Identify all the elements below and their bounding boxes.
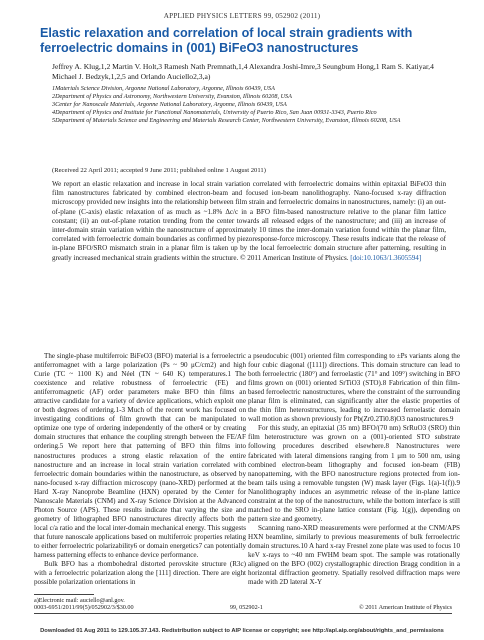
body-paragraph: The single-phase multiferroic BiFeO3 (BFO) material is a ferroelectric antiferromagnet with a large polarization (Ps ~ 90 μC/cm2) and high Curie (TC ~ 1100 K) and Néel (TN ~ 640 K) temperatures.1 The coexistence and relative robustness of ferroelectric (FE) and antiferromagnetic (AF) order parameters make BFO thin films an attractive candidate for a variety of device applications, which exploit one or both degrees of ordering.1-3 Much of the recent work has focused on investigating conditions of film growth that can be manipulated to optimize one type of ordering independently of the other4 or by creating domain structures that enhance the coupling strength between the FE/AF ordering.5 We report here that patterning of BFO thin films into nanostructures produces a strong elastic relaxation of the entire nanostructure and an increase in local strain variation correlated with ferroelectric domain boundaries within the nanostructure, as observed by nano-focused x-ray diffraction microscopy (nano-XRD) performed at the Hard X-ray Nanoprobe Beamline (HXN) operated by the Center for Nanoscale Materials (CNM) and X-ray Science Division at the Advanced Photon Source (APS). These results indicate that varying the size and geometry of lithographed BFO nanostructures directly affects both the local c/a ratio and the local inter-domain mechanical energy. This suggests that future nanoscale applications based on multiferroic properties relating to either ferroelectric polarizability6 or domain energetics7 can potentially harness patterning effects to enhance device performance. bbox=[34, 352, 246, 560]
body-paragraph: Scanning nano-XRD measurements were performed at the CNM/APS HXN beamline, similarly to previous measurements of bulk ferroelectric domain structures.10 A hard x-ray Fresnel zone plate was used to focus 10 keV x-rays to ~40 nm FWHM beam spot. The sample was rotationally aligned on the BFO (002) crystallographic direction Bragg condition in a horizontal diffraction geometry. Spatially resolved diffraction maps were made with 2D lateral X-Y bbox=[248, 523, 460, 587]
footer-page-number: 99, 052902-1 bbox=[229, 604, 263, 611]
body-paragraph: a pseudocubic (001) oriented film corresponding to ±Ps variants along the four cubic diagonal ([111]) directions. This domain structure can lead to both ferroelectric (180°) and ferroelastic (71° and 109°) switching in BFO films grown on (001) oriented SrTiO3 (STO).8 Fabrication of thin film-based ferroelectric nanostructures, where the constraint of the surrounding planar film is eliminated, can significantly alter the elastic properties of the thin film heterostructures, leading to increased ferroelastic domain wall motion as shown previously for Pb(Zr0.2Ti0.8)O3 nanostructures.9 bbox=[248, 352, 460, 424]
affiliation-5: 5Department of Materials Science and Engineering and Materials Research Center, Northwestern University, Evanston, Illinois 60208, USA bbox=[52, 116, 401, 124]
footer-divider bbox=[34, 613, 452, 614]
page-footer bbox=[34, 604, 452, 611]
abstract-text: We report an elastic relaxation and increase in local strain variation correlated with ferroelectric domains within epitaxial BiFeO3 thin film nanostructures fabricated by combined electron-beam and focused ion-beam nanolithography. Nano-focused x-ray diffraction microscopy provided new insights into the relationship between film strain and ferroelectric domains in nanostructures, namely: (i) an out-of-plane (C-axis) elastic relaxation of as much as ~1.8% Δc/c in a BFO film-based nanostructure relative to the planar film lattice constant; (ii) an out-of-plane rotation trending from the center towards all released edges of the nanostructure; and (iii) an increase of inter-domain strain variation within the nanostructure of approximately 10 times the inter-domain variation found within the planar film, correlated with ferroelectric domain boundaries as confirmed by piezoresponse-force microscopy. These results indicate that the release of in-plane BFO/SRO mismatch strain in a planar film is taken up by the local ferroelectric domain structure after patterning, resulting in greatly increased mechanical strain gradients within the structure. © 2011 American Institute of Physics. bbox=[52, 180, 446, 262]
paper-title: Elastic relaxation and correlation of local strain gradients with ferroelectric domains in (001) BiFeO3 nanostructures bbox=[40, 26, 413, 55]
body-column-right bbox=[248, 352, 460, 587]
body-paragraph: For this study, an epitaxial (35 nm) BFO/(70 nm) SrRuO3 (SRO) thin film heterostructure was grown on a (001)-oriented STO substrate following procedures described elsewhere.8 Nanostructures were fabricated with lateral dimensions ranging from 1 μm to 500 nm, using combined electron-beam lithography and focused ion-beam (FIB) nanopatterning, with the BFO nanostructure regions protected from ion-beam tails using a removable tungsten (W) mask layer (Figs. 1(a)-1(f)).9 Nanolithography induces an asymmetric release of the in-plane lattice constraint at the top of the nanostructure, while the bottom interface is still matched to the SRO in-plane lattice constant (Fig. 1(g)), depending on pattern size and geometry. bbox=[248, 424, 460, 523]
abstract bbox=[52, 180, 446, 263]
download-notice[interactable]: Downloaded 01 Aug 2011 to 129.105.37.143. Redistribution subject to AIP license or copyright; see http://apl.aip.org/about/rights_and_permissions bbox=[40, 628, 444, 634]
affiliations bbox=[52, 85, 452, 125]
publication-dates: (Received 22 April 2011; accepted 9 June 2011; published online 1 August 2011) bbox=[52, 167, 266, 174]
affiliation-3: 3Center for Nanoscale Materials, Argonne National Laboratory, Argonne, Illinois 60439, USA bbox=[52, 100, 287, 108]
footer-copyright: © 2011 American Institute of Physics bbox=[359, 604, 452, 611]
body-paragraph: Bulk BFO has a rhombohedral distorted perovskite structure (R3c) with a ferroelectric polarization along the [111] direction. There are eight possible polarization orientations in bbox=[34, 560, 246, 587]
body-column-left bbox=[34, 352, 246, 587]
doi-link[interactable]: [doi:10.1063/1.3605594] bbox=[350, 253, 422, 262]
footnote-email: a)Electronic mail: auciello@anl.gov. bbox=[34, 597, 125, 604]
footnote-divider bbox=[34, 594, 94, 595]
running-head: APPLIED PHYSICS LETTERS 99, 052902 (2011) bbox=[163, 12, 321, 20]
affiliation-1: 1Materials Science Division, Argonne National Laboratory, Argonne, Illinois 60439, USA bbox=[52, 85, 275, 92]
affiliation-2: 2Department of Physics and Astronomy, Northwestern University, Evanston, Illinois 60208, USA bbox=[52, 92, 292, 100]
footer-issn: 0003-6951/2011/99(5)/052902/3/$30.00 bbox=[34, 604, 134, 611]
author-list: Jeffrey A. Klug,1,2 Martin V. Holt,3 Ramesh Nath Premnath,1,4 Alexandra Joshi-Imre,3 Seungbum Hong,1 Ram S. Katiyar,4 Michael J. Bedzyk,1,2,5 and Orlando Auciello2,3,a) bbox=[52, 62, 434, 81]
affiliation-4: 4Department of Physics and Institute for Functional Nanomaterials, University of Puerto Rico, San Juan 00931-3343, Puerto Rico bbox=[52, 108, 377, 116]
